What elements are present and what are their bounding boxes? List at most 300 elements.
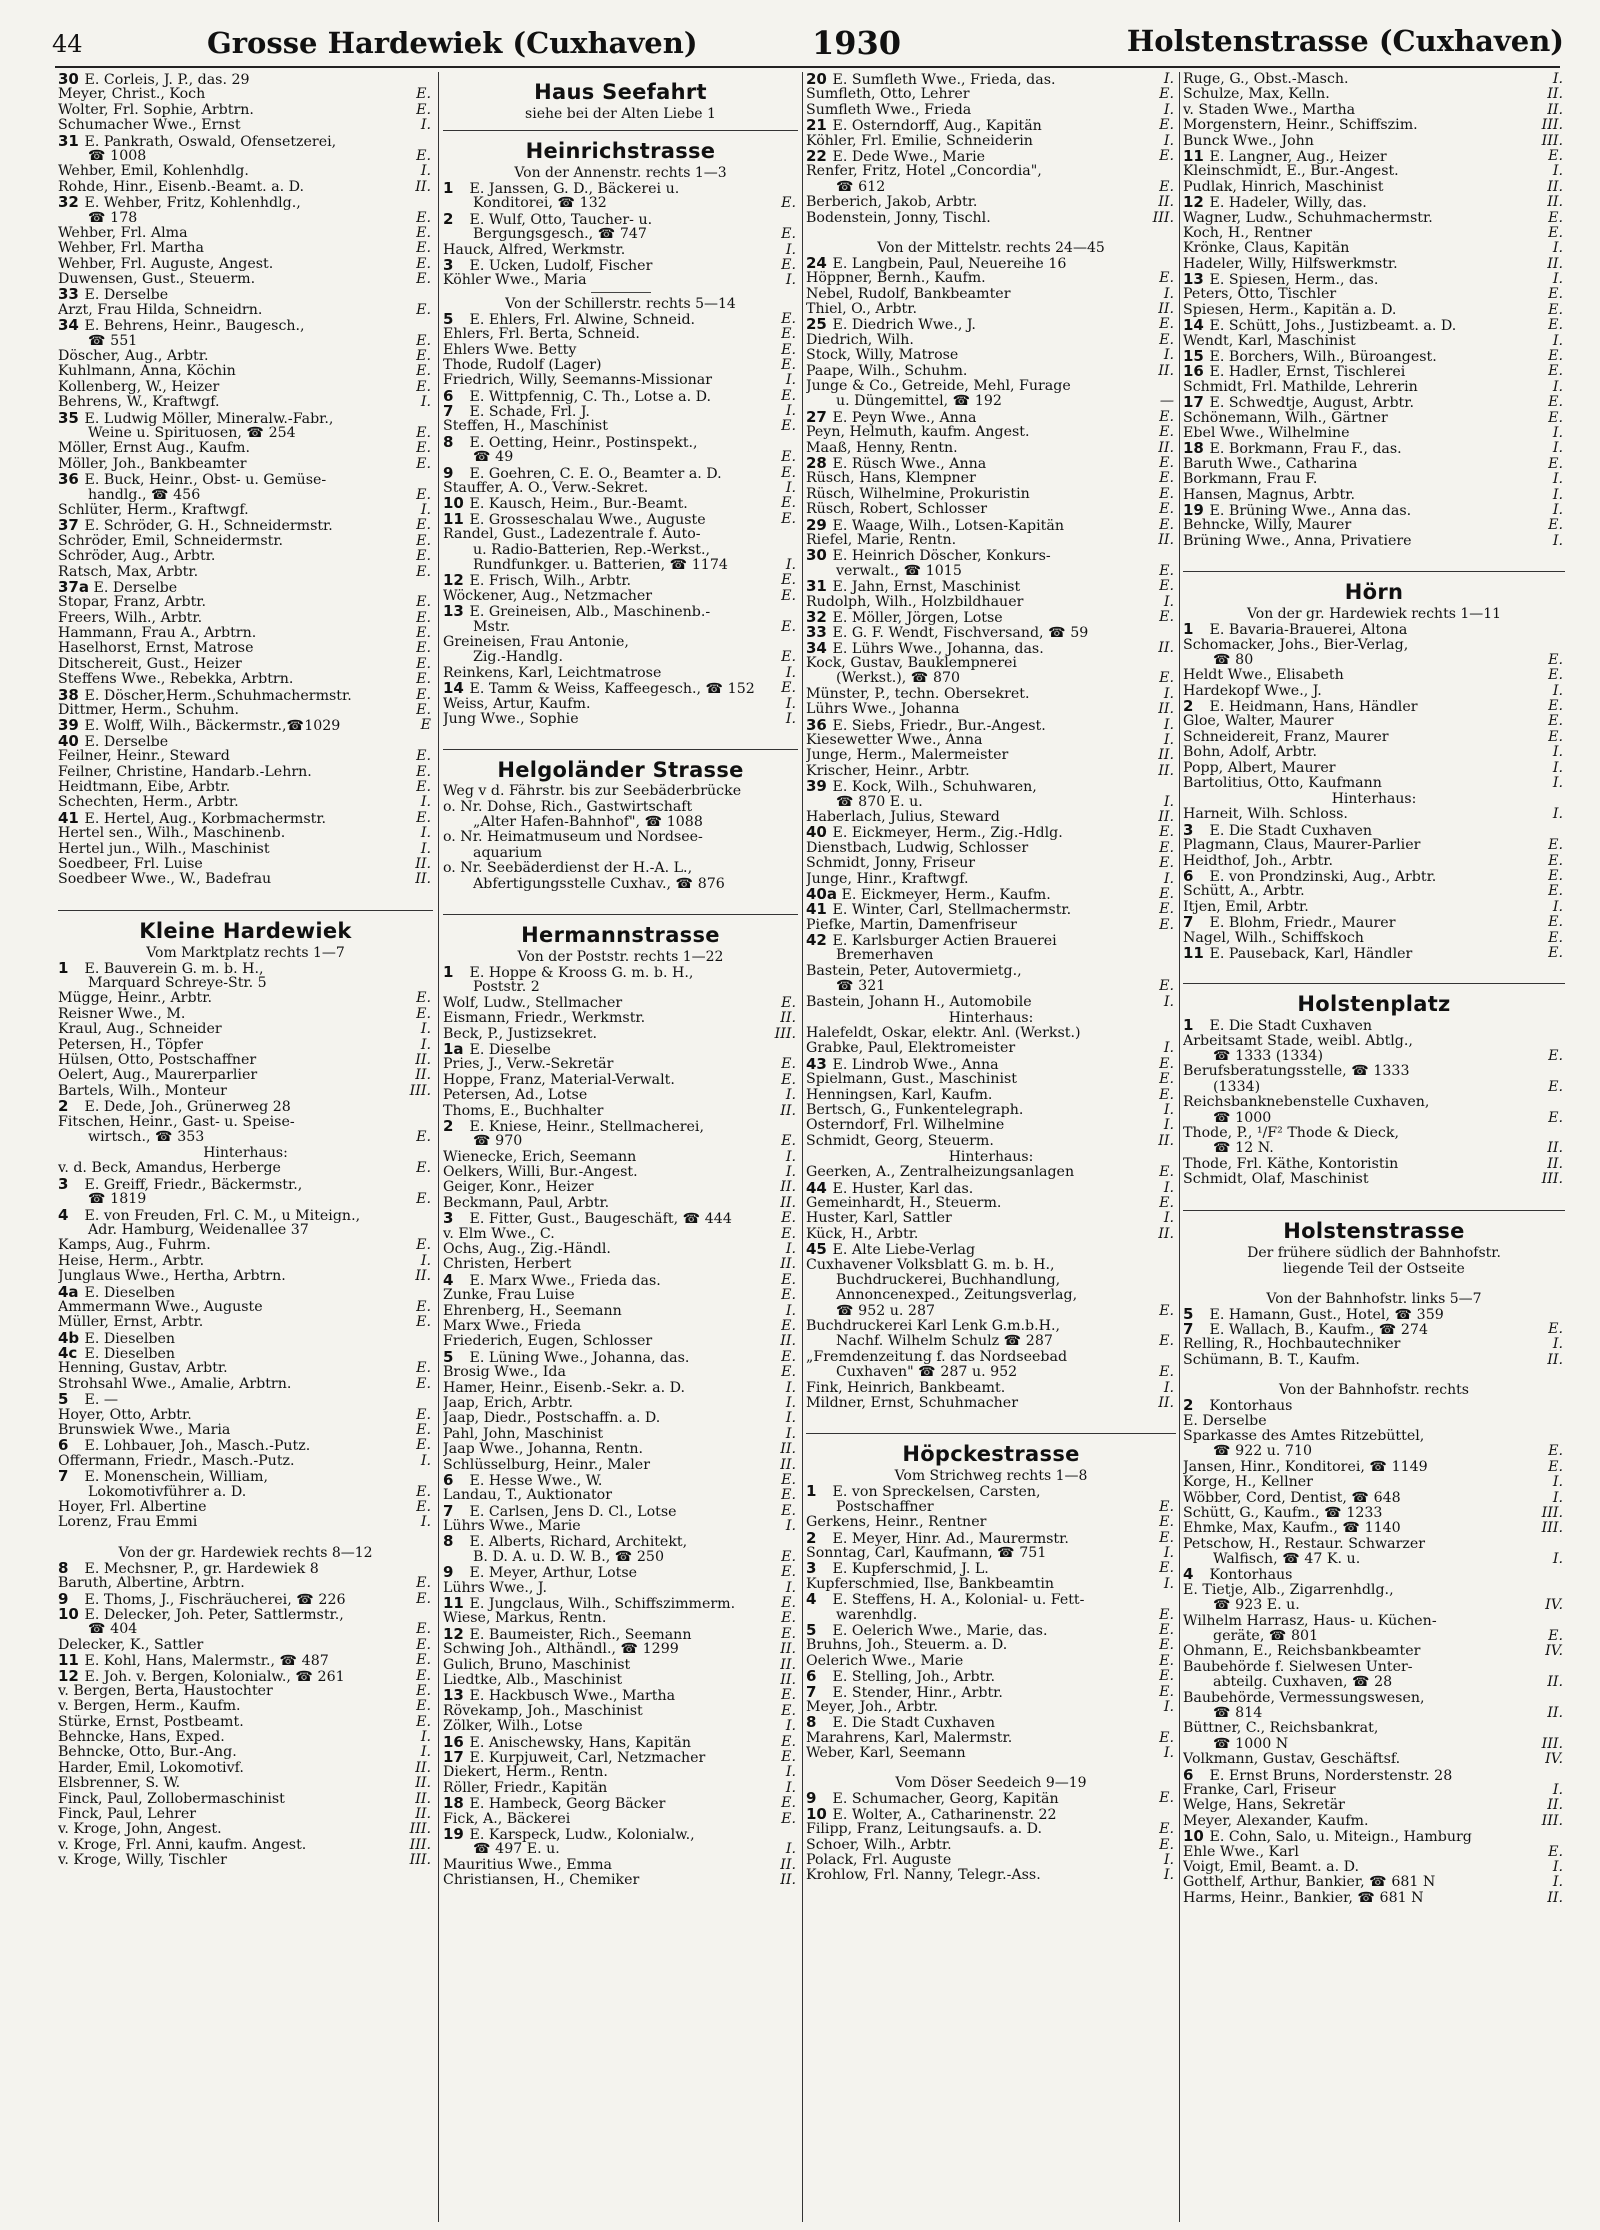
floor-marker: E. [413, 1622, 431, 1637]
floor-marker: II. [412, 180, 431, 195]
floor-marker: I. [1550, 807, 1563, 822]
entry-text: E. Waage, Wilh., Lotsen-Kapitän [832, 517, 1064, 533]
directory-entry [1183, 1095, 1565, 1110]
entry-text: Mügge, Heinr., Arbtr. [58, 991, 212, 1007]
directory-entry [443, 1873, 798, 1888]
entry-text: Rüsch, Hans, Klempner [806, 471, 976, 487]
street-heading: Haus Seefahrt [534, 80, 707, 104]
directory-entry [443, 589, 798, 604]
directory-entry [1183, 946, 1565, 961]
directory-entry [58, 118, 433, 133]
directory-column-2 [443, 72, 798, 2222]
floor-marker: I. [1161, 1381, 1174, 1396]
entry-text: Landau, T., Auktionator [443, 1488, 613, 1504]
directory-entry [806, 1134, 1176, 1149]
floor-marker: E. [413, 1361, 431, 1376]
entry-text: Mstr. [473, 619, 511, 635]
floor-marker: E. [1156, 1057, 1174, 1072]
floor-marker: E. [778, 1688, 796, 1703]
entry-text: Piefke, Martin, Damenfriseur [806, 917, 1017, 933]
entry-text: Dienstbach, Ludwig, Schlosser [806, 840, 1029, 856]
entry-text: E. Anischewsky, Hans, Kapitän [469, 1734, 691, 1750]
entry-text: Marx Wwe., Frieda [443, 1319, 582, 1334]
entry-text: E. Die Stadt Cuxhaven [1209, 822, 1373, 839]
entry-text: Behncke, Otto, Bur.-Ang. [58, 1745, 237, 1761]
entry-text: Baubehörde, Vermessungswesen, [1183, 1690, 1425, 1706]
floor-marker: II. [1544, 257, 1563, 272]
entry-text: Höppner, Bernh., Kaufm. [806, 271, 986, 287]
floor-marker: E. [1545, 854, 1563, 869]
directory-entry [443, 1011, 798, 1026]
directory-entry [58, 1807, 433, 1822]
entry-text: Schmidt, Georg, Steuerm. [806, 1133, 994, 1149]
directory-entry [58, 1208, 433, 1223]
house-number: 6 [443, 1472, 454, 1489]
floor-marker: I. [1550, 441, 1563, 456]
entry-text: E. Thoms, J., Fischräucherei, ☎ 226 [84, 1591, 346, 1607]
entry-text: E. Peyn Wwe., Anna [832, 409, 977, 426]
entry-text: Ehlers, Frl. Berta, Schneid. [443, 327, 640, 343]
house-number: 40 [58, 733, 79, 750]
street-heading: Höpckestrasse [902, 1442, 1080, 1467]
directory-entry [1183, 1614, 1565, 1629]
entry-text: E. Alberts, Richard, Architekt, [469, 1534, 688, 1550]
directory-entry [443, 1719, 798, 1734]
directory-entry [1183, 931, 1565, 946]
house-number: 24 [806, 255, 827, 272]
house-number: 27 [806, 409, 827, 426]
directory-entry [443, 1304, 798, 1319]
entry-text: Meyer, Alexander, Kaufm. [1183, 1813, 1369, 1829]
directory-entry [1183, 1860, 1565, 1875]
entry-text: E. Steffens, H. A., Kolonial- u. Fett- [832, 1592, 1085, 1608]
directory-entry [806, 1211, 1176, 1226]
directory-entry [1183, 915, 1565, 930]
entry-text: Krönke, Claus, Kapitän [1183, 241, 1350, 257]
floor-marker: I. [1161, 1041, 1174, 1056]
directory-entry [806, 1334, 1176, 1349]
floor-marker: II. [1544, 180, 1563, 195]
entry-text: Lorenz, Frau Emmi [58, 1515, 198, 1531]
floor-marker: E. [413, 1715, 431, 1730]
directory-entry [58, 1838, 433, 1853]
entry-text: Schulze, Max, Kelln. [1183, 87, 1330, 103]
floor-marker: II. [777, 1442, 796, 1457]
entry-text: E. Lindrob Wwe., Anna [832, 1056, 999, 1073]
entry-text: E. Langbein, Paul, Neuereihe 16 [832, 255, 1067, 272]
directory-entry [806, 1118, 1176, 1133]
entry-text: Korge, H., Kellner [1183, 1475, 1313, 1491]
floor-marker: E. [1156, 502, 1174, 517]
floor-marker: II. [412, 857, 431, 872]
floor-marker: E. [1156, 333, 1174, 348]
directory-entry [443, 527, 798, 542]
entry-text: Bunck Wwe., John [1183, 133, 1314, 149]
short-rule [591, 292, 651, 293]
floor-marker: I. [1161, 718, 1174, 733]
directory-entry [1183, 884, 1565, 899]
directory-entry [58, 1638, 433, 1653]
floor-marker: II. [1155, 364, 1174, 379]
floor-marker: I. [783, 1088, 796, 1103]
directory-entry [443, 1165, 798, 1180]
house-number: 19 [443, 1826, 464, 1843]
entry-text: Sumfleth, Otto, Lehrer [806, 87, 970, 103]
floor-marker: E. [1545, 1111, 1563, 1126]
house-number: 13 [443, 604, 464, 620]
entry-text: E. Hambeck, Georg Bäcker [469, 1796, 666, 1812]
entry-text: Sonntag, Carl, Kaufmann, ☎ 751 [806, 1545, 1047, 1561]
floor-marker: I. [1550, 241, 1563, 256]
directory-entry [58, 1377, 433, 1392]
floor-marker: E. [1156, 149, 1174, 164]
directory-entry [806, 564, 1176, 579]
floor-marker: IV. [1542, 1752, 1563, 1767]
directory-entry [1183, 503, 1565, 518]
floor-marker: E. [413, 1300, 431, 1315]
floor-marker: E. [413, 1638, 431, 1653]
entry-text: E. Dede Wwe., Marie [832, 148, 986, 165]
directory-entry [58, 380, 433, 395]
entry-text: Kraul, Aug., Schneider [58, 1022, 222, 1038]
floor-marker: I. [1161, 595, 1174, 610]
entry-text: v. Bergen, Herm., Kaufm. [58, 1699, 241, 1715]
house-number: 18 [443, 1796, 464, 1812]
house-number: 14 [443, 681, 464, 697]
entry-text: Kuhlmann, Anna, Köchin [58, 364, 236, 380]
spacer [58, 888, 433, 902]
entry-text: Reisner Wwe., M. [58, 1006, 186, 1022]
entry-text: ☎ 922 u. 710 [1213, 1444, 1313, 1460]
floor-marker: E. [778, 589, 796, 604]
entry-text: Schoer, Wilh., Arbtr. [806, 1837, 952, 1853]
entry-text: Finck, Paul, Lehrer [58, 1807, 197, 1823]
entry-text: Bertsch, G., Funkentelegraph. [806, 1103, 1024, 1118]
floor-marker: II. [1155, 195, 1174, 210]
directory-entry [806, 948, 1176, 963]
floor-marker: E. [778, 312, 796, 327]
directory-entry [443, 1658, 798, 1673]
entry-text: Voigt, Emil, Beamt. a. D. [1183, 1859, 1360, 1875]
directory-entry [58, 1053, 433, 1068]
house-number: 4a [58, 1284, 79, 1300]
floor-marker: I. [783, 404, 796, 419]
directory-entry [58, 1592, 433, 1607]
floor-marker: E. [413, 765, 431, 780]
entry-text: Bodenstein, Jonny, Tischl. [806, 210, 991, 226]
floor-marker: II. [1155, 764, 1174, 779]
floor-marker: I. [418, 395, 431, 410]
floor-marker: II. [1544, 87, 1563, 102]
directory-entry [443, 1319, 798, 1334]
entry-text: Thode, Rudolf (Lager) [443, 357, 602, 373]
directory-entry [443, 784, 798, 799]
directory-entry [806, 595, 1176, 610]
entry-text: E. Hertel, Aug., Korbmachermstr. [84, 810, 327, 827]
floor-marker: I. [1550, 380, 1563, 395]
entry-text: verwalt., ☎ 1015 [836, 563, 962, 579]
entry-text: geräte, ☎ 801 [1213, 1629, 1319, 1645]
floor-marker: E. [1156, 425, 1174, 440]
column-divider [438, 72, 439, 2222]
floor-marker: E. [1545, 1322, 1563, 1337]
floor-marker: E. [413, 1684, 431, 1699]
page-header [52, 22, 1570, 62]
entry-text: Randel, Gust., Ladezentrale f. Auto- [443, 527, 701, 543]
street-heading: Holstenplatz [1297, 992, 1451, 1017]
directory-entry [443, 1550, 798, 1565]
house-number: 13 [443, 1688, 464, 1704]
floor-marker: E. [413, 488, 431, 503]
entry-text: E. Borkmann, Frau F., das. [1209, 441, 1402, 457]
entry-text: Baruth Wwe., Catharina [1183, 456, 1358, 472]
floor-marker: II. [777, 1180, 796, 1195]
entry-text: Baubehörde f. Sielwesen Unter- [1183, 1659, 1413, 1675]
floor-marker: II. [1155, 302, 1174, 317]
entry-text: E. Stender, Hinr., Arbtr. [832, 1684, 1003, 1700]
directory-entry [443, 273, 798, 288]
directory-entry [58, 991, 433, 1006]
entry-text: Thoms, E., Buchhalter [443, 1103, 604, 1119]
entry-text: Lokomotivführer a. D. [88, 1484, 247, 1500]
floor-marker: II. [1544, 1706, 1563, 1721]
directory-entry [806, 317, 1176, 332]
floor-marker: I. [1550, 488, 1563, 503]
floor-marker: I. [1550, 684, 1563, 699]
directory-entry [1183, 1444, 1565, 1459]
directory-entry [443, 1812, 798, 1827]
entry-text: Schmidt, Jonny, Friseur [806, 856, 976, 872]
directory-entry [806, 933, 1176, 948]
entry-text: Heldt Wwe., Elisabeth [1183, 668, 1344, 684]
directory-entry [806, 856, 1176, 871]
entry-text: E. Osterndorff, Aug., Kapitän [832, 118, 1042, 134]
directory-entry [1183, 823, 1565, 838]
entry-text: Harder, Emil, Lokomotivf. [58, 1760, 244, 1776]
floor-marker: I. [1161, 1181, 1174, 1196]
house-number: 36 [806, 717, 827, 734]
directory-entry [58, 857, 433, 872]
floor-marker: E. [778, 389, 796, 404]
house-number: 17 [443, 1749, 464, 1766]
directory-entry [443, 496, 798, 511]
entry-text: E. Dieselbe [469, 1041, 551, 1058]
floor-marker: I. [1550, 1783, 1563, 1798]
entry-text: E. Hoppe & Krooss G. m. b. H., [469, 965, 694, 981]
entry-text: E. Derselbe [1183, 1413, 1267, 1429]
directory-entry [58, 872, 433, 887]
house-number: 2 [443, 211, 454, 228]
house-number: 41 [58, 810, 79, 827]
house-number: 4 [443, 1272, 454, 1289]
floor-marker: I. [1161, 348, 1174, 363]
entry-text: ☎ 1008 [88, 148, 147, 164]
entry-text: Polack, Frl. Auguste [806, 1853, 952, 1869]
entry-text: Kiesewetter Wwe., Anna [806, 733, 983, 749]
directory-entry [58, 1469, 433, 1484]
floor-marker: E. [1545, 1444, 1563, 1459]
entry-text: Oelert, Aug., Maurerparlier [58, 1068, 258, 1084]
floor-marker: E. [778, 573, 796, 588]
directory-entry [806, 1196, 1176, 1211]
directory-entry [443, 481, 798, 496]
house-number: 2 [806, 1530, 817, 1546]
floor-marker: E. [413, 811, 431, 826]
directory-entry [443, 1042, 798, 1057]
floor-marker: III. [772, 1027, 796, 1042]
directory-entry [443, 1519, 798, 1534]
entry-text: Rudolph, Wilh., Holzbildhauer [806, 594, 1024, 610]
directory-entry [1183, 776, 1565, 791]
directory-entry [443, 1642, 798, 1657]
entry-text: Heidtmann, Eibe, Arbtr. [58, 779, 231, 795]
floor-marker: E. [1156, 1669, 1174, 1684]
entry-text: E. Derselbe [93, 579, 178, 596]
floor-marker: I. [418, 1730, 431, 1745]
floor-marker: II. [1544, 1353, 1563, 1368]
entry-text: E. Wolter, A., Catharinenstr. 22 [832, 1806, 1057, 1823]
floor-marker: E. [778, 1134, 796, 1149]
directory-entry [443, 1088, 798, 1103]
floor-marker: E. [1545, 518, 1563, 533]
entry-text: ☎ 12 N. [1213, 1141, 1274, 1157]
floor-marker: E. [1156, 1561, 1174, 1576]
directory-entry [58, 287, 433, 302]
floor-marker: I. [783, 1842, 796, 1857]
entry-text: E. — [84, 1392, 119, 1408]
floor-marker: E. [778, 1596, 796, 1611]
floor-marker: I. [1161, 687, 1174, 702]
floor-marker: E. [1156, 1072, 1174, 1087]
floor-marker: E. [778, 681, 796, 696]
directory-entry [806, 103, 1176, 118]
house-number: 18 [1183, 441, 1204, 457]
directory-entry [806, 887, 1176, 902]
directory-entry [58, 518, 433, 533]
entry-text: E. Die Stadt Cuxhaven [1209, 1018, 1373, 1034]
directory-entry [58, 441, 433, 456]
directory-entry [58, 503, 433, 518]
directory-entry [443, 1288, 798, 1303]
floor-marker: E. [778, 650, 796, 665]
house-number: 1 [1183, 1018, 1194, 1034]
directory-entry [1183, 488, 1565, 503]
directory-entry [443, 1180, 798, 1195]
entry-text: E. Bauverein G. m. b. H., [84, 960, 264, 977]
house-number: 11 [1183, 148, 1204, 165]
floor-marker: E. [413, 334, 431, 349]
house-number: 3 [443, 257, 454, 274]
entry-text: Schmidt, Frl. Mathilde, Lehrerin [1183, 379, 1418, 395]
entry-text: Gemeinhardt, H., Steuerm. [806, 1195, 1002, 1211]
directory-entry [806, 425, 1176, 440]
entry-text: handlg., ☎ 456 [88, 487, 201, 503]
directory-entry [1183, 226, 1565, 241]
entry-text: Wöckener, Aug., Netzmacher [443, 588, 653, 604]
house-number: 3 [1183, 822, 1194, 839]
entry-text: E. Möller, Jörgen, Lotse [832, 609, 1003, 626]
directory-entry [1183, 364, 1565, 379]
directory-entry [1183, 684, 1565, 699]
entry-text: Marahrens, Karl, Malermstr. [806, 1730, 1013, 1746]
floor-marker: III. [1539, 1814, 1563, 1829]
directory-entry [1183, 1721, 1565, 1736]
directory-entry [806, 502, 1176, 517]
directory-entry [443, 1735, 798, 1750]
entry-text: E. Winter, Carl, Stellmachermstr. [832, 902, 1072, 918]
floor-marker: E. [413, 303, 431, 318]
entry-text: E. Ernst Bruns, Norderstenstr. 28 [1209, 1767, 1453, 1783]
directory-entry [1183, 441, 1565, 456]
directory-entry [806, 1531, 1176, 1546]
entry-text: E. Delecker, Joh. Peter, Sattlermstr., [84, 1606, 344, 1623]
floor-marker: E. [778, 227, 796, 242]
floor-marker: II. [1155, 1134, 1174, 1149]
directory-entry [806, 779, 1176, 794]
directory-entry [443, 1196, 798, 1211]
spacer [806, 1411, 1176, 1425]
entry-text: Büttner, C., Reichsbankrat, [1183, 1721, 1379, 1737]
directory-entry [806, 456, 1176, 471]
entry-text: v. Staden Wwe., Martha [1183, 102, 1356, 118]
directory-entry [58, 641, 433, 656]
entry-text: E. Die Stadt Cuxhaven [832, 1715, 996, 1731]
entry-text: Bruhns, Joh., Steuerm. a. D. [806, 1638, 1008, 1654]
entry-text: Wehber, Frl. Alma [58, 225, 188, 241]
directory-entry [806, 1242, 1176, 1257]
house-number: 7 [443, 1503, 454, 1520]
directory-entry [1183, 714, 1565, 729]
floor-marker: I. [783, 1304, 796, 1319]
entry-text: Wolf, Ludw., Stellmacher [443, 995, 623, 1011]
directory-entry [1183, 699, 1565, 714]
directory-entry [443, 965, 798, 980]
floor-marker: E. [1156, 317, 1174, 332]
entry-text: wirtsch., ☎ 353 [88, 1130, 205, 1145]
entry-text: Rohde, Hinr., Eisenb.-Beamt. a. D. [58, 179, 305, 195]
house-number: 3 [806, 1561, 817, 1577]
directory-entry [806, 1181, 1176, 1196]
floor-marker: I. [1550, 1337, 1563, 1352]
section-rule [443, 130, 798, 131]
directory-entry [443, 1781, 798, 1796]
floor-marker: E. [1156, 1165, 1174, 1180]
directory-entry [1183, 1080, 1565, 1095]
entry-text: Schechten, Herm., Arbtr. [58, 795, 239, 811]
floor-marker: E. [413, 657, 431, 672]
floor-marker: E. [413, 780, 431, 795]
floor-marker: E. [1545, 395, 1563, 410]
directory-entry [806, 195, 1176, 210]
spacer [1183, 549, 1565, 563]
entry-text: Rüsch, Robert, Schlosser [806, 502, 988, 518]
floor-marker: E. [778, 1488, 796, 1503]
directory-column-1 [58, 72, 433, 2222]
directory-entry [806, 718, 1176, 733]
floor-marker: II. [1155, 702, 1174, 717]
directory-entry [58, 164, 433, 179]
floor-marker: E. [1156, 1365, 1174, 1380]
directory-entry [58, 842, 433, 857]
house-number: 1 [806, 1484, 817, 1500]
entry-text: Borkmann, Frau F. [1183, 472, 1318, 488]
house-number: 16 [1183, 364, 1204, 380]
entry-text: Schomacker, Johs., Bier-Verlag, [1183, 637, 1409, 653]
floor-marker: E. [1545, 411, 1563, 426]
entry-text: Maaß, Henny, Rentn. [806, 440, 958, 456]
directory-entry [58, 1454, 433, 1469]
directory-entry [806, 671, 1176, 686]
